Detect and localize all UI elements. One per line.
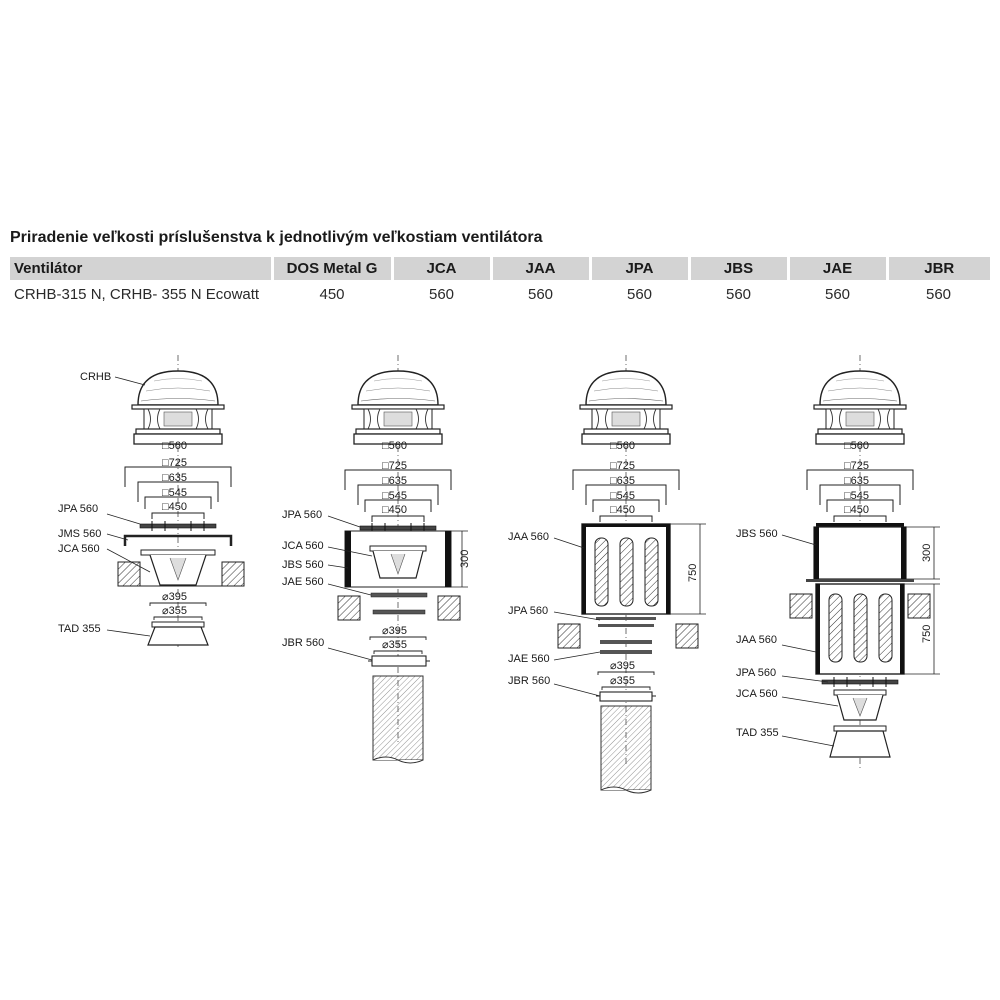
label-jbs: JBS 560 [736, 528, 778, 540]
label-jca: JCA 560 [282, 540, 324, 552]
dim-545: □545 [610, 490, 635, 502]
dim-560: □560 [162, 440, 187, 452]
label-jae: JAE 560 [508, 653, 550, 665]
roof-slab-right-2 [438, 596, 460, 620]
dim-300: 300 [921, 543, 933, 562]
dim-355: ⌀355 [382, 639, 407, 651]
label-jbr: JBR 560 [508, 675, 551, 687]
dim-725: □725 [610, 460, 635, 472]
label-tad: TAD 355 [58, 623, 101, 635]
dim-450: □450 [610, 504, 635, 516]
roof-slab-right-4 [908, 594, 930, 618]
dim-450: □450 [382, 504, 407, 516]
fan-head-1 [132, 371, 224, 444]
header-dos-metal-g: DOS Metal G [272, 257, 392, 280]
drawing-1 [58, 355, 244, 650]
dim-725: □725 [844, 460, 869, 472]
header-jaa: JAA [491, 257, 590, 280]
duct-pipe-2 [373, 676, 423, 763]
label-jms: JMS 560 [58, 528, 102, 540]
label-jaa: JAA 560 [508, 531, 549, 543]
header-jpa: JPA [590, 257, 689, 280]
dim-355: ⌀355 [610, 675, 635, 687]
page-title: Priradenie veľkosti príslušenstva k jednotlivým veľkostiam ventilátora [10, 229, 543, 246]
duct-pipe-3 [601, 706, 651, 793]
dim-355: ⌀355 [162, 605, 187, 617]
dim-545: □545 [382, 490, 407, 502]
dim-750: 750 [921, 624, 933, 643]
label-jaa: JAA 560 [736, 634, 777, 646]
roof-slab-right-3 [676, 624, 698, 648]
roof-slab-right-1 [222, 562, 244, 586]
header-ventilator: Ventilátor [10, 257, 272, 280]
header-jca: JCA [392, 257, 491, 280]
dim-750: 750 [687, 563, 699, 582]
dim-725: □725 [162, 457, 187, 469]
label-tad: TAD 355 [736, 727, 779, 739]
dim-395: ⌀395 [162, 591, 187, 603]
cell-dos-metal-g: 450 [319, 285, 345, 303]
dim-545: □545 [162, 487, 187, 499]
label-crhb: CRHB [80, 371, 112, 383]
fan-head-3 [580, 371, 672, 444]
roof-slab-left-3 [558, 624, 580, 648]
label-jbs: JBS 560 [282, 559, 324, 571]
roof-slab-left-4 [790, 594, 812, 618]
dim-560: □560 [844, 440, 869, 452]
roof-slab-left-2 [338, 596, 360, 620]
label-jca: JCA 560 [58, 543, 100, 555]
label-jpa: JPA 560 [736, 667, 777, 679]
dim-635: □635 [382, 475, 407, 487]
dim-395: ⌀395 [382, 625, 407, 637]
fan-head-4 [814, 371, 906, 444]
cell-jbs: 560 [725, 285, 752, 303]
label-jpa: JPA 560 [508, 605, 549, 617]
drawing-4 [736, 355, 940, 770]
cell-jbr: 560 [925, 285, 952, 303]
header-jae: JAE [788, 257, 887, 280]
cell-jaa: 560 [527, 285, 554, 303]
roof-slab-left-1 [118, 562, 140, 586]
label-jbr: JBR 560 [282, 637, 325, 649]
label-jpa: JPA 560 [282, 509, 323, 521]
dim-560: □560 [382, 440, 407, 452]
label-jca: JCA 560 [736, 688, 778, 700]
dim-395: ⌀395 [610, 660, 635, 672]
header-jbs: JBS [689, 257, 788, 280]
label-jpa: JPA 560 [58, 503, 99, 515]
dim-450: □450 [162, 501, 187, 513]
drawing-3 [508, 355, 706, 793]
dim-560: □560 [610, 440, 635, 452]
cell-ventilator: CRHB-315 N, CRHB- 355 N Ecowatt [14, 285, 260, 303]
dim-635: □635 [610, 475, 635, 487]
drawing-2 [282, 355, 471, 763]
dim-450: □450 [844, 504, 869, 516]
dim-635: □635 [844, 475, 869, 487]
dim-545: □545 [844, 490, 869, 502]
cell-jpa: 560 [626, 285, 653, 303]
fan-head-2 [352, 371, 444, 444]
dim-635: □635 [162, 472, 187, 484]
cell-jae: 560 [824, 285, 851, 303]
label-jae: JAE 560 [282, 576, 324, 588]
cell-jca: 560 [428, 285, 455, 303]
header-jbr: JBR [887, 257, 990, 280]
dim-300: 300 [459, 549, 471, 568]
dim-725: □725 [382, 460, 407, 472]
